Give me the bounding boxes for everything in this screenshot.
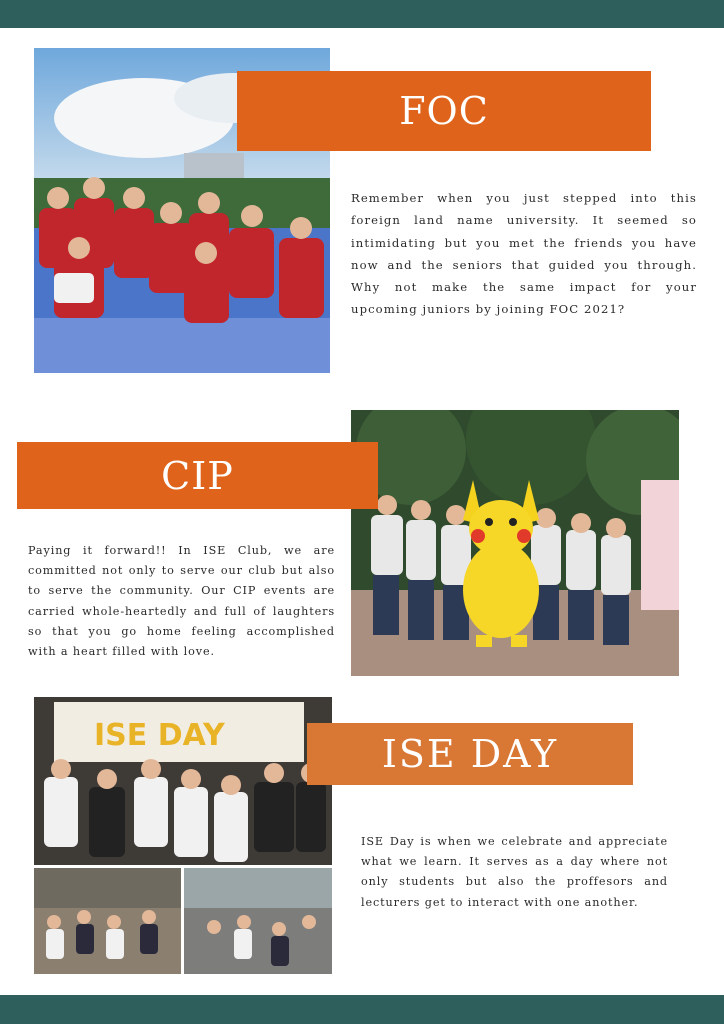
- top-band: [0, 0, 724, 28]
- cip-title-box: [17, 442, 378, 509]
- foc-title-box: [237, 71, 651, 151]
- foc-title: FOC: [399, 89, 489, 133]
- cip-pikachu-photo: [351, 410, 679, 676]
- ise-day-description: ISE Day is when we celebrate and appreciate what we learn. It serves as a day where not only students but also the proffesors and lecturers get to interact with one another.: [361, 835, 668, 909]
- ise-day-title-box: [307, 723, 633, 785]
- cip-title: CIP: [161, 453, 234, 498]
- ise-day-collage: [34, 697, 332, 974]
- ise-day-banner: ISE DAY: [94, 718, 225, 753]
- bottom-band: [0, 995, 724, 1024]
- foc-description: Remember when you just stepped into this foreign land name university. It seemed so intimidating but you met the friends you have now and the seniors that guided you through. Why not make the same impact for your upcoming juniors by joining FOC 2021?: [351, 191, 697, 317]
- cip-description: Paying it forward!! In ISE Club, we are committed not only to serve our club but also to serve the community. Our CIP events are carried whole-heartedly and full of laughters so that you go home feeling accomplished with a heart filled with love.: [28, 544, 335, 659]
- ise-day-title: ISE DAY: [381, 732, 559, 776]
